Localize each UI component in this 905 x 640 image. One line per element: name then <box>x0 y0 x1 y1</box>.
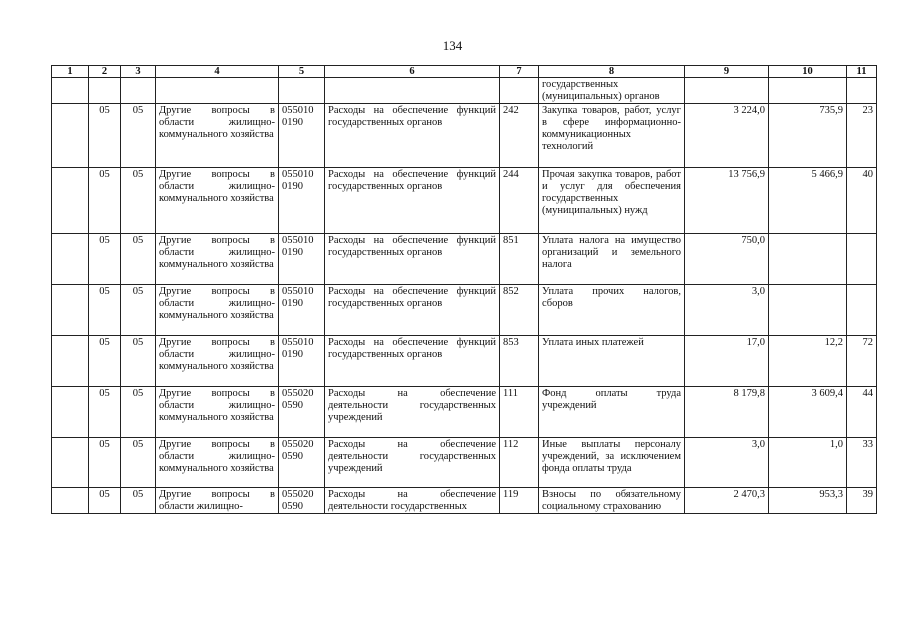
target-code-part1: 055020 <box>282 489 314 500</box>
expense-type-code-cell: 112 <box>500 438 539 488</box>
executed-amount-value: 735,9 <box>819 105 843 116</box>
target-code-part2: 0190 <box>282 117 303 128</box>
executed-amount-value: 5 466,9 <box>811 169 843 180</box>
row-number-cell <box>52 387 89 438</box>
expense-type-code-cell: 852 <box>500 285 539 336</box>
column-header: 3 <box>121 66 156 78</box>
target-code-part1: 055010 <box>282 169 314 180</box>
target-code-part2: 0190 <box>282 181 303 192</box>
subsection-code-cell: 05 <box>121 336 156 387</box>
expense-type-name-cell: Уплата иных платежей <box>539 336 685 387</box>
percent-cell <box>847 438 877 488</box>
expense-type-code-cell: 111 <box>500 387 539 438</box>
percent-value: 44 <box>862 388 873 399</box>
target-code-cell <box>279 438 325 488</box>
target-code-cell <box>279 234 325 285</box>
section-code-cell: 05 <box>89 387 121 438</box>
executed-amount-cell <box>769 488 847 514</box>
budget-table <box>51 65 877 514</box>
table-row <box>52 488 877 514</box>
target-code-part1: 055020 <box>282 388 314 399</box>
table-row <box>52 168 877 234</box>
expense-type-code-cell: 119 <box>500 488 539 514</box>
section-code-cell: 05 <box>89 285 121 336</box>
target-code-part2: 0190 <box>282 349 303 360</box>
continuation-row <box>52 78 877 104</box>
expense-type-code-cell: 242 <box>500 104 539 168</box>
subsection-code-cell: 05 <box>121 438 156 488</box>
target-code-part1: 055010 <box>282 337 314 348</box>
executed-amount-value: 3 609,4 <box>811 388 843 399</box>
percent-cell <box>847 387 877 438</box>
target-code-part1: 055010 <box>282 286 314 297</box>
percent-value: 23 <box>862 105 873 116</box>
section-name-cell: Другие вопросы в области жилищно-коммунального хозяйства <box>156 168 279 234</box>
section-code-cell: 05 <box>89 488 121 514</box>
section-code-cell: 05 <box>89 168 121 234</box>
target-code-cell <box>279 168 325 234</box>
table-row <box>52 336 877 387</box>
section-name-cell: Другие вопросы в области жилищно-коммунального хозяйства <box>156 104 279 168</box>
target-code-part1: 055020 <box>282 439 314 450</box>
column-header: 2 <box>89 66 121 78</box>
planned-amount-cell <box>685 438 769 488</box>
table-row <box>52 104 877 168</box>
target-name-cell: Расходы на обеспечение деятельности государственных учреждений <box>325 387 500 438</box>
executed-amount-cell <box>769 104 847 168</box>
header-row <box>52 66 877 78</box>
section-name-cell: Другие вопросы в области жилищно-коммунального хозяйства <box>156 336 279 387</box>
percent-value: 72 <box>862 337 873 348</box>
target-code-part2: 0590 <box>282 501 303 512</box>
table-row <box>52 234 877 285</box>
column-header: 9 <box>685 66 769 78</box>
executed-amount-value: 1,0 <box>829 439 843 450</box>
target-code-part1: 055010 <box>282 235 314 246</box>
executed-amount-value: 12,2 <box>824 337 843 348</box>
section-name-cell: Другие вопросы в области жилищно-коммунального хозяйства <box>156 387 279 438</box>
row-number-cell <box>52 104 89 168</box>
percent-value: 33 <box>862 439 873 450</box>
planned-amount-cell <box>685 234 769 285</box>
planned-amount-value: 2 470,3 <box>733 489 765 500</box>
planned-amount-cell <box>685 285 769 336</box>
expense-type-name-cell: Закупка товаров, работ, услуг в сфере информационно-коммуникационных технологий <box>539 104 685 168</box>
section-name-cell: Другие вопросы в области жилищно-коммунального хозяйства <box>156 285 279 336</box>
section-name-cell: Другие вопросы в области жилищно-коммунального хозяйства <box>156 234 279 285</box>
planned-amount-value: 3,0 <box>751 439 765 450</box>
section-name-cell: Другие вопросы в области жилищно-коммунального хозяйства <box>156 438 279 488</box>
planned-amount-cell <box>685 387 769 438</box>
target-name-cell: Расходы на обеспечение деятельности государственных учреждений <box>325 438 500 488</box>
table-row <box>52 387 877 438</box>
expense-type-code-cell: 244 <box>500 168 539 234</box>
column-header: 7 <box>500 66 539 78</box>
subsection-code-cell: 05 <box>121 285 156 336</box>
column-header: 5 <box>279 66 325 78</box>
target-name-cell: Расходы на обеспечение деятельности государственных <box>325 488 500 514</box>
percent-cell <box>847 168 877 234</box>
expense-type-name-cell: Иные выплаты персоналу учреждений, за исключением фонда оплаты труда <box>539 438 685 488</box>
expense-type-code-cell: 853 <box>500 336 539 387</box>
percent-cell <box>847 336 877 387</box>
target-code-cell <box>279 387 325 438</box>
subsection-code-cell: 05 <box>121 387 156 438</box>
target-code-cell <box>279 336 325 387</box>
expense-type-code-cell: 851 <box>500 234 539 285</box>
target-name-cell: Расходы на обеспечение функций государственных органов <box>325 234 500 285</box>
target-code-cell <box>279 285 325 336</box>
expense-type-name-cell: Фонд оплаты труда учреждений <box>539 387 685 438</box>
executed-amount-value: 953,3 <box>819 489 843 500</box>
page-number: 134 <box>442 38 463 53</box>
row-number-cell <box>52 488 89 514</box>
planned-amount-cell <box>685 168 769 234</box>
target-name-cell: Расходы на обеспечение функций государственных органов <box>325 336 500 387</box>
executed-amount-cell <box>769 285 847 336</box>
percent-cell <box>847 104 877 168</box>
column-header: 6 <box>325 66 500 78</box>
percent-value: 39 <box>862 489 873 500</box>
target-code-part2: 0190 <box>282 247 303 258</box>
table-row <box>52 438 877 488</box>
target-name-cell: Расходы на обеспечение функций государственных органов <box>325 168 500 234</box>
expense-type-name-cell: Взносы по обязательному социальному страхованию <box>539 488 685 514</box>
section-code-cell: 05 <box>89 104 121 168</box>
column-header: 1 <box>52 66 89 78</box>
planned-amount-cell <box>685 104 769 168</box>
planned-amount-value: 8 179,8 <box>733 388 765 399</box>
section-code-cell: 05 <box>89 234 121 285</box>
target-name-cell: Расходы на обеспечение функций государственных органов <box>325 104 500 168</box>
row-number-cell <box>52 438 89 488</box>
expense-type-name-cell: Уплата прочих налогов, сборов <box>539 285 685 336</box>
percent-cell <box>847 285 877 336</box>
executed-amount-cell <box>769 234 847 285</box>
executed-amount-cell <box>769 336 847 387</box>
planned-amount-value: 750,0 <box>741 235 765 246</box>
executed-amount-cell <box>769 387 847 438</box>
planned-amount-cell <box>685 488 769 514</box>
table-row <box>52 285 877 336</box>
subsection-code-cell: 05 <box>121 104 156 168</box>
column-header: 4 <box>156 66 279 78</box>
subsection-code-cell: 05 <box>121 234 156 285</box>
target-name-cell: Расходы на обеспечение функций государственных органов <box>325 285 500 336</box>
executed-amount-cell <box>769 168 847 234</box>
section-code-cell: 05 <box>89 336 121 387</box>
column-header: 8 <box>539 66 685 78</box>
column-header: 11 <box>847 66 877 78</box>
row-number-cell <box>52 168 89 234</box>
row-number-cell <box>52 234 89 285</box>
target-code-part2: 0590 <box>282 451 303 462</box>
planned-amount-value: 17,0 <box>746 337 765 348</box>
section-code-cell: 05 <box>89 438 121 488</box>
target-code-part2: 0190 <box>282 298 303 309</box>
planned-amount-value: 3 224,0 <box>733 105 765 116</box>
subsection-code-cell: 05 <box>121 488 156 514</box>
percent-cell <box>847 488 877 514</box>
percent-cell <box>847 234 877 285</box>
target-code-cell <box>279 488 325 514</box>
expense-type-name-cell: Прочая закупка товаров, работ и услуг для обеспечения государственных (муниципальных) нужд <box>539 168 685 234</box>
expense-type-name-cell: Уплата налога на имущество организаций и земельного налога <box>539 234 685 285</box>
executed-amount-cell <box>769 438 847 488</box>
continuation-cell: государственных (муниципальных) органов <box>539 78 685 104</box>
percent-value: 40 <box>862 169 873 180</box>
target-code-cell <box>279 104 325 168</box>
planned-amount-value: 3,0 <box>751 286 765 297</box>
column-header: 10 <box>769 66 847 78</box>
planned-amount-cell <box>685 336 769 387</box>
section-name-cell: Другие вопросы в области жилищно- <box>156 488 279 514</box>
row-number-cell <box>52 285 89 336</box>
target-code-part1: 055010 <box>282 105 314 116</box>
target-code-part2: 0590 <box>282 400 303 411</box>
planned-amount-value: 13 756,9 <box>728 169 765 180</box>
row-number-cell <box>52 336 89 387</box>
subsection-code-cell: 05 <box>121 168 156 234</box>
